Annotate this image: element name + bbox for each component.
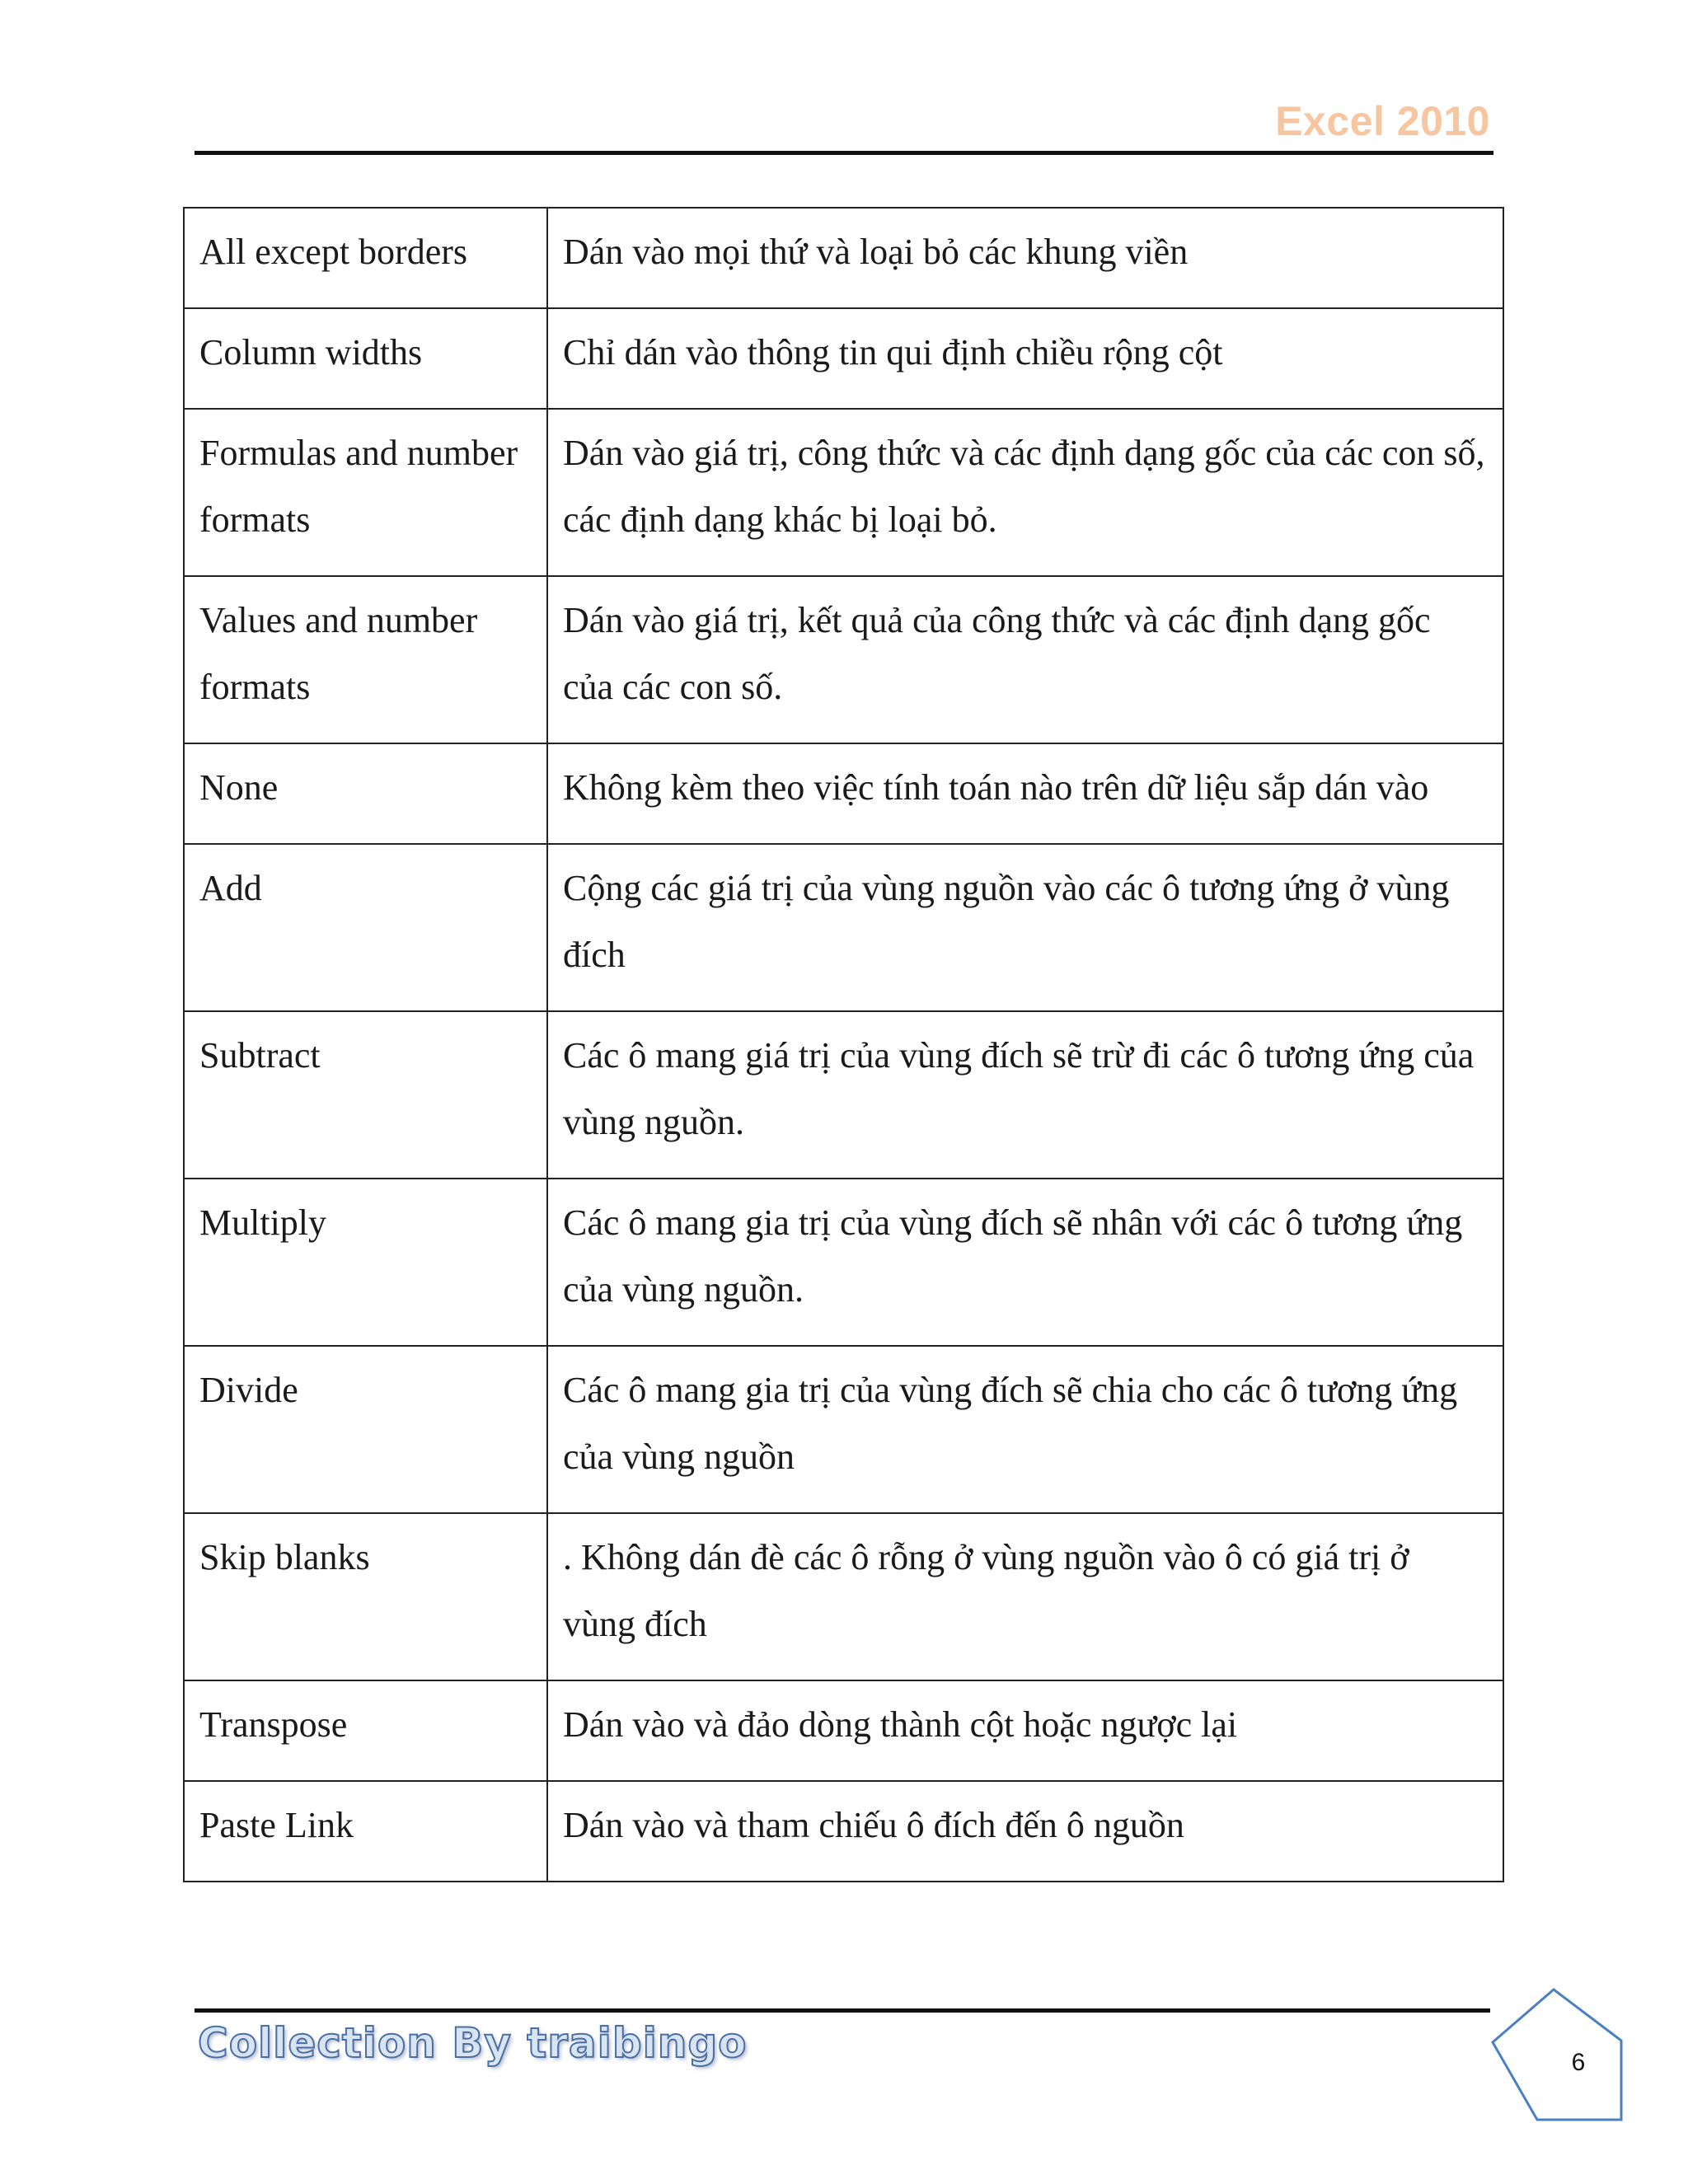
- table-row: [184, 1680, 1503, 1781]
- term-cell: Add: [184, 844, 547, 1011]
- table-row: [184, 1346, 1503, 1513]
- description-cell: Không kèm theo việc tính toán nào trên dữ liệu sắp dán vào: [547, 743, 1503, 844]
- description-cell: Chỉ dán vào thông tin qui định chiều rộng cột: [547, 308, 1503, 409]
- description-cell: Các ô mang gia trị của vùng đích sẽ chia cho các ô tương ứng của vùng nguồn: [547, 1346, 1503, 1513]
- term-cell: Formulas and number formats: [184, 409, 547, 576]
- header-rule: [195, 151, 1493, 155]
- description-cell: Dán vào và đảo dòng thành cột hoặc ngược lại: [547, 1680, 1503, 1781]
- description-cell: . Không dán đè các ô rỗng ở vùng nguồn vào ô có giá trị ở vùng đích: [547, 1513, 1503, 1680]
- description-cell: Dán vào giá trị, công thức và các định dạng gốc của các con số, các định dạng khác bị loại bỏ.: [547, 409, 1503, 576]
- term-cell: Transpose: [184, 1680, 547, 1781]
- footer-credit: Collection By traibingo: [198, 2019, 748, 2067]
- term-cell: None: [184, 743, 547, 844]
- table-row: [184, 844, 1503, 1011]
- description-cell: Cộng các giá trị của vùng nguồn vào các ô tương ứng ở vùng đích: [547, 844, 1503, 1011]
- table-row: [184, 409, 1503, 576]
- table-row: [184, 1513, 1503, 1680]
- page-number: 6: [1571, 2049, 1586, 2076]
- description-cell: Dán vào và tham chiếu ô đích đến ô nguồn: [547, 1781, 1503, 1882]
- term-cell: Subtract: [184, 1011, 547, 1179]
- description-cell: Dán vào giá trị, kết quả của công thức và các định dạng gốc của các con số.: [547, 576, 1503, 743]
- description-cell: Dán vào mọi thứ và loại bỏ các khung viền: [547, 208, 1503, 308]
- table-row: [184, 1011, 1503, 1179]
- description-cell: Các ô mang gia trị của vùng đích sẽ nhân với các ô tương ứng của vùng nguồn.: [547, 1179, 1503, 1346]
- table-row: [184, 208, 1503, 308]
- term-cell: All except borders: [184, 208, 547, 308]
- table-row: [184, 308, 1503, 409]
- table-row: [184, 1179, 1503, 1346]
- term-cell: Values and number formats: [184, 576, 547, 743]
- paste-options-table: [183, 207, 1504, 1882]
- term-cell: Divide: [184, 1346, 547, 1513]
- table-row: [184, 743, 1503, 844]
- header-title: Excel 2010: [1275, 98, 1490, 144]
- footer-rule: [195, 2008, 1490, 2013]
- term-cell: Skip blanks: [184, 1513, 547, 1680]
- term-cell: Column widths: [184, 308, 547, 409]
- table-row: [184, 576, 1503, 743]
- term-cell: Multiply: [184, 1179, 547, 1346]
- table-row: [184, 1781, 1503, 1882]
- term-cell: Paste Link: [184, 1781, 547, 1882]
- description-cell: Các ô mang giá trị của vùng đích sẽ trừ đi các ô tương ứng của vùng nguồn.: [547, 1011, 1503, 1179]
